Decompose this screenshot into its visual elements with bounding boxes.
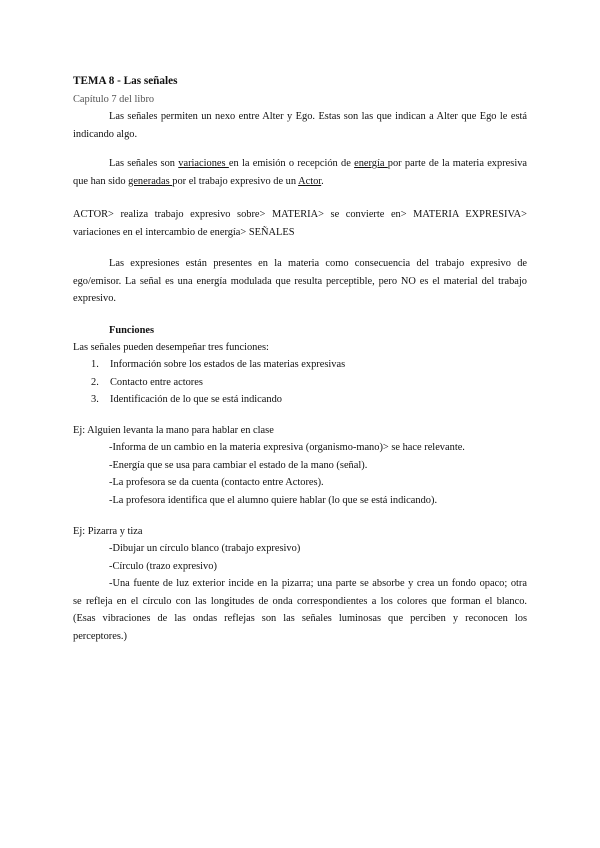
example2-para-line-3: (Esas vibraciones de las ondas reflejas son las señales luminosas que perciben y reconocen los	[73, 613, 527, 625]
definition-text-2: en la emisión o recepción de	[228, 158, 355, 169]
intro-line-2: indicando algo.	[73, 128, 138, 140]
example2-para-line-1: -Una fuente de luz exterior incide en la pizarra; una parte se absorbe y crea un fondo opaco; otra	[109, 578, 527, 590]
example2-para-line-2: se refleja en el círculo con las longitudes de onda correspondientes a los colores que forman el blanco.	[73, 595, 527, 607]
example2-line: -Dibujar un círculo blanco (trabajo expresivo)	[109, 543, 301, 554]
intro-paragraph	[73, 108, 527, 143]
definition-word-energia: energía	[354, 158, 388, 169]
definition-paragraph	[73, 155, 527, 190]
list-item-number: 2.	[91, 376, 99, 388]
functions-list	[73, 356, 527, 409]
example2-lines	[73, 540, 527, 646]
expressions-line-1: Las expresiones están presentes en la materia como consecuencia del trabajo expresivo de	[109, 258, 527, 269]
expressions-paragraph	[73, 255, 527, 308]
list-item-number: 1.	[91, 359, 99, 370]
definition-word-generadas: generadas	[128, 175, 173, 187]
example1-line: -Energía que se usa para cambiar el estado de la mano (señal).	[109, 459, 368, 471]
page-subtitle: Capítulo 7 del libro	[73, 94, 155, 105]
example2-heading: Ej: Pizarra y tiza	[73, 526, 143, 537]
list-item-text: Contacto entre actores	[110, 376, 203, 388]
definition-word-actor: Actor	[298, 175, 322, 187]
example2-para-line-4: perceptores.)	[73, 630, 127, 642]
list-item-text: Identificación de lo que se está indicando	[110, 394, 282, 406]
expressions-line-2: ego/emisor. La señal es una energía modulada que resulta perceptible, pero NO es el material del trabajo	[73, 275, 527, 287]
example1-heading: Ej: Alguien levanta la mano para hablar en clase	[73, 425, 274, 436]
list-item-text: Información sobre los estados de las materias expresivas	[110, 359, 346, 370]
list-item	[73, 374, 527, 392]
list-item-number: 3.	[91, 394, 99, 406]
definition-text-5: por el trabajo expresivo de un	[172, 175, 299, 187]
chain-paragraph	[73, 206, 527, 241]
list-item	[73, 356, 527, 374]
definition-word-variaciones: variaciones	[178, 158, 229, 169]
functions-heading: Funciones	[109, 325, 155, 336]
definition-line-1	[73, 155, 527, 173]
chain-line-1: ACTOR> realiza trabajo expresivo sobre> MATERIA> se convierte en> MATERIA EXPRESIVA>	[73, 209, 527, 220]
example1-lines	[73, 439, 527, 509]
example1-line: -La profesora identifica que el alumno quiere hablar (lo que se está indicando).	[109, 494, 438, 506]
intro-line-1: Las señales permiten un nexo entre Alter y Ego. Estas son las que indican a Alter que Ego le está	[109, 111, 527, 122]
functions-lead: Las señales pueden desempeñar tres funciones:	[73, 342, 269, 353]
definition-text-1: Las señales son	[109, 158, 179, 169]
expressions-line-3: expresivo.	[73, 293, 116, 305]
example1-line: -Informa de un cambio en la materia expresiva (organismo-mano)> se hace relevante.	[109, 442, 465, 453]
definition-text-6: .	[321, 175, 324, 187]
definition-text-3: por parte de la materia expresiva	[387, 158, 528, 169]
example2-line: -Círculo (trazo expresivo)	[109, 560, 217, 572]
list-item	[73, 391, 527, 409]
definition-line-2	[73, 173, 527, 191]
definition-text-4: que han sido	[73, 175, 129, 187]
page-title: TEMA 8 - Las señales	[73, 75, 178, 87]
chain-line-2: variaciones en el intercambio de energía> SEÑALES	[73, 226, 295, 238]
example1-line: -La profesora se da cuenta (contacto entre Actores).	[109, 477, 324, 489]
